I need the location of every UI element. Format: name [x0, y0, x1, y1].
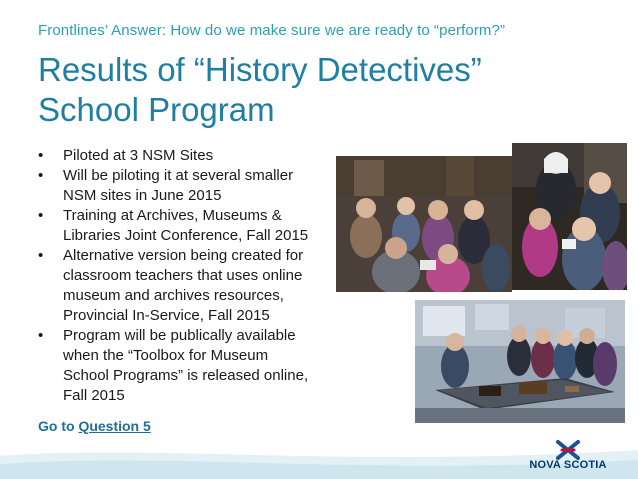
goto-line: [38, 418, 151, 434]
display-table-photo: [415, 300, 625, 423]
bullet-line: classroom teachers that uses online: [63, 267, 303, 284]
bullet-line: Training at Archives, Museums &: [63, 207, 282, 224]
bullet-line: NSM sites in June 2015: [63, 187, 222, 204]
slide-title-line-2: School Program: [38, 91, 275, 128]
students-room-photo: [336, 156, 512, 292]
bullet-list: [38, 146, 338, 406]
bullet-line: Libraries Joint Conference, Fall 2015: [63, 227, 309, 244]
bullet-line: Fall 2015: [63, 387, 125, 404]
bullet-line: Alternative version being created for: [63, 247, 304, 264]
goto-prefix: Go to: [38, 418, 79, 434]
bullet-item: [38, 326, 338, 406]
guide-students-illustration: [512, 143, 627, 290]
question-5-link[interactable]: Question 5: [78, 418, 151, 434]
bullet-dot: •: [38, 207, 44, 224]
bullet-line: School Programs” is released online,: [63, 367, 309, 384]
bullet-dot: •: [38, 247, 44, 264]
bullet-line: when the “Toolbox for Museum: [63, 347, 269, 364]
slide-subtitle: Frontlines’ Answer: How do we make sure we are ready to “perform?”: [38, 22, 506, 39]
guide-students-photo: [512, 143, 627, 290]
bullet-line: Provincial In-Service, Fall 2015: [63, 307, 270, 324]
bullet-dot: •: [38, 147, 44, 164]
bullet-item: [38, 246, 338, 326]
logo-wordmark: NOVA SCOTIA: [529, 459, 607, 471]
saltire-icon: [528, 440, 608, 460]
slide-title-line-1: Results of “History Detectives”: [38, 51, 482, 88]
bullet-line: Program will be publically available: [63, 327, 296, 344]
bullet-line: Will be piloting it at several smaller: [63, 167, 294, 184]
bullet-item: [38, 146, 338, 166]
bullet-line: Piloted at 3 NSM Sites: [63, 147, 214, 164]
nova-scotia-logo: [528, 440, 608, 476]
display-table-illustration: [415, 300, 625, 423]
bullet-item: [38, 166, 338, 206]
bullet-line: museum and archives resources,: [63, 287, 284, 304]
students-room-illustration: [336, 156, 512, 292]
bullet-item: [38, 206, 338, 246]
bullet-dot: •: [38, 167, 44, 184]
slide-title: [38, 50, 538, 130]
bullet-dot: •: [38, 327, 44, 344]
